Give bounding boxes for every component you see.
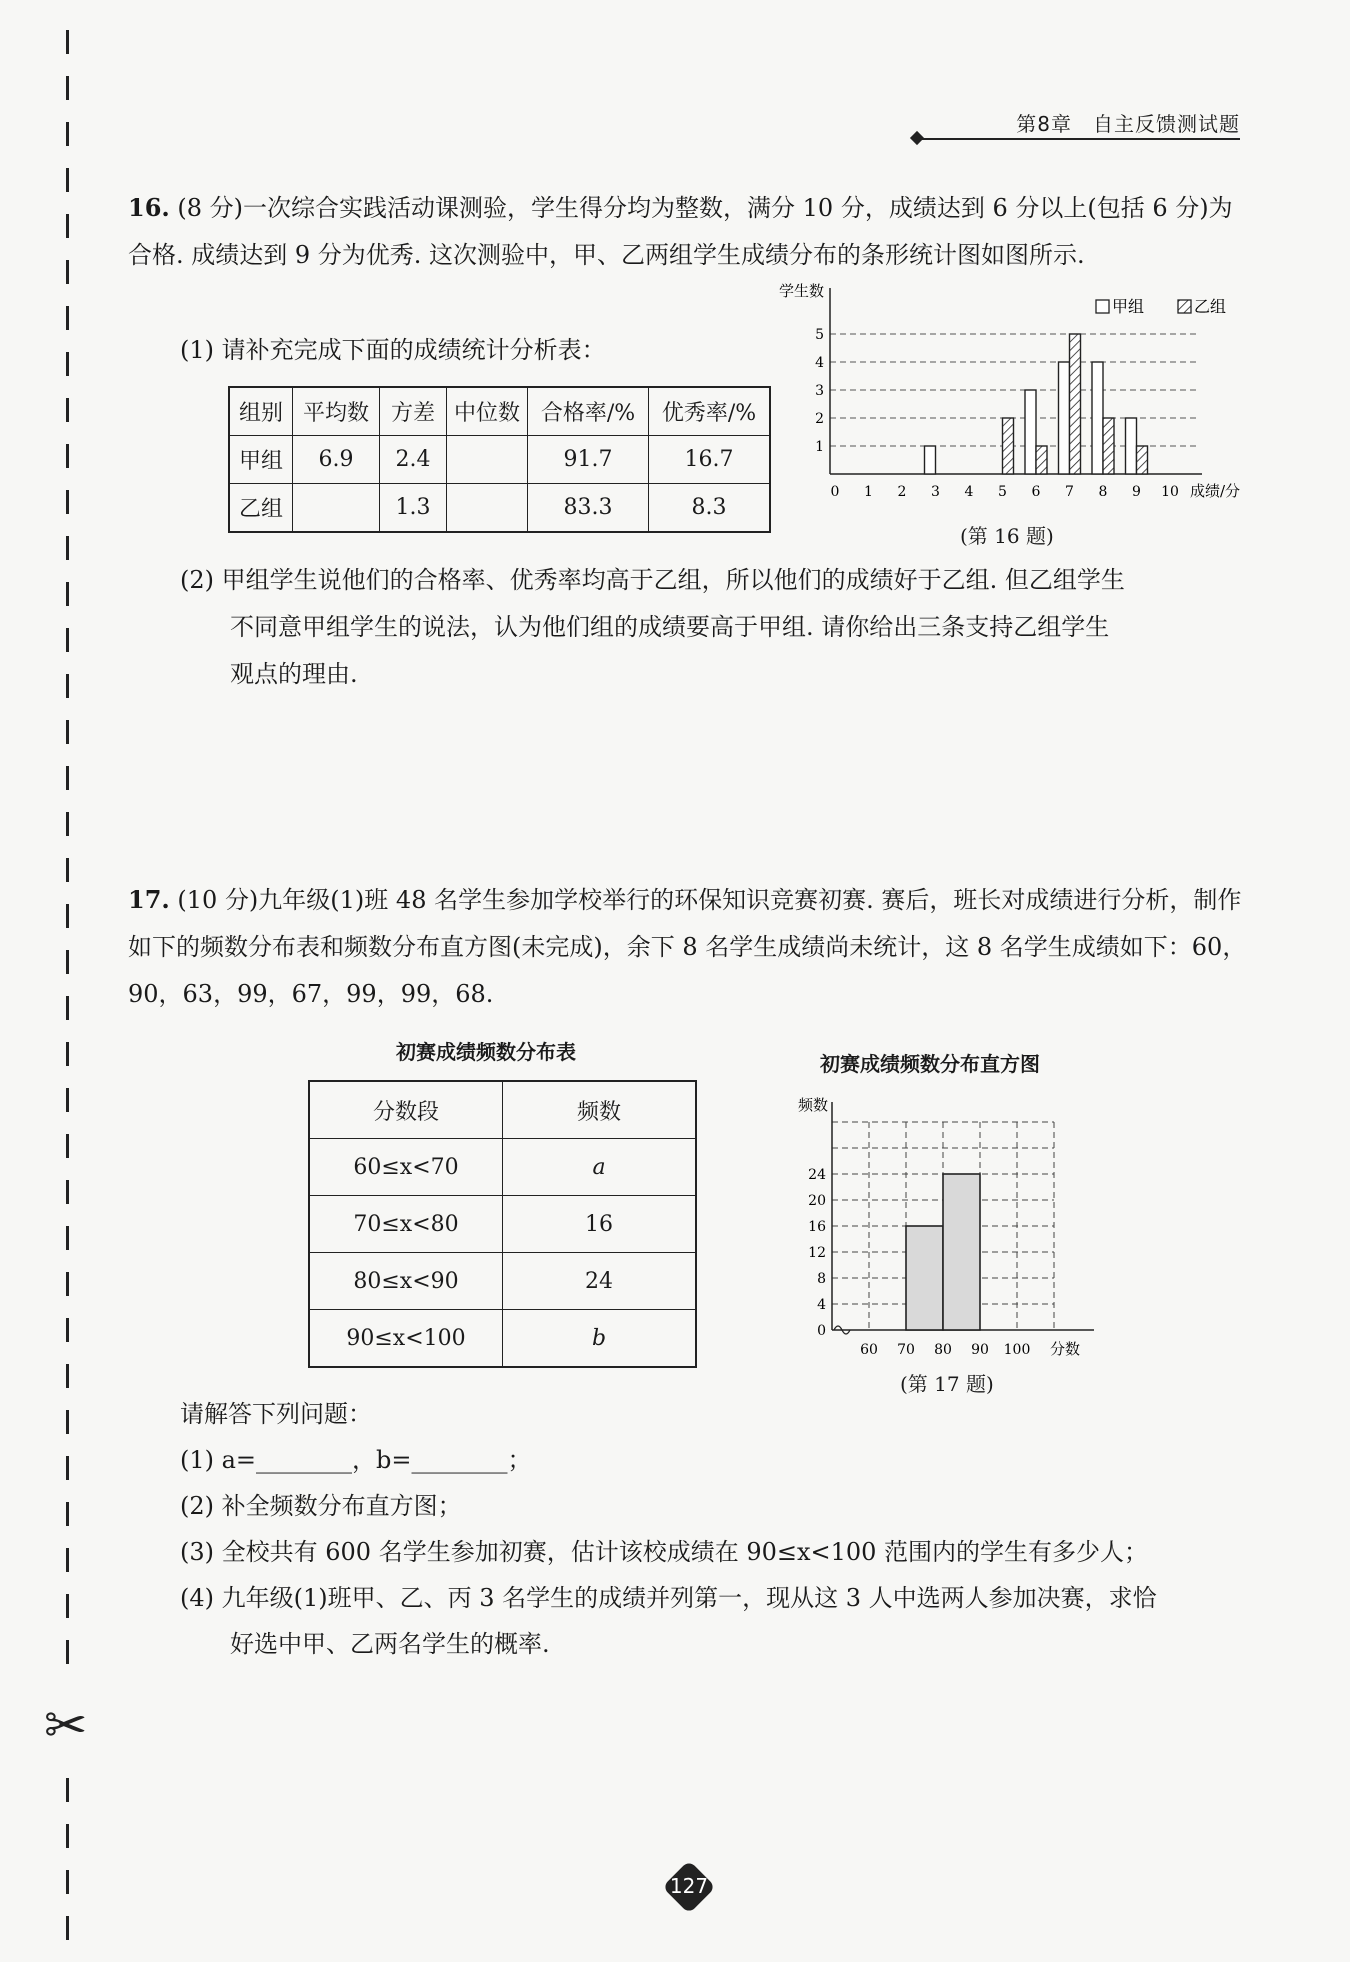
x-tick-label: 90 (971, 1342, 989, 1356)
y-axis-label: 学生数 (778, 282, 824, 300)
table-header-cell: 中位数 (447, 387, 528, 436)
cut-dash (66, 1548, 69, 1572)
cut-dash (66, 214, 69, 238)
cut-dash (66, 1410, 69, 1434)
table-header-cell: 合格率/% (528, 387, 649, 436)
table-cell: 90≤x<100 (309, 1310, 503, 1368)
cut-dash (66, 1778, 69, 1802)
bar-group-a (925, 446, 936, 474)
y-tick-label: 12 (808, 1245, 826, 1261)
table-header-row (229, 387, 770, 436)
table-row (309, 1196, 696, 1253)
x-tick-label: 10 (1161, 484, 1179, 500)
q16-number: 16. (128, 193, 170, 222)
q16-part2-line1: (2) 甲组学生说他们的合格率、优秀率均高于乙组，所以他们的成绩好于乙组. 但乙组学生 (180, 566, 1125, 594)
table-row (309, 1310, 696, 1368)
bar-group-b (1070, 334, 1081, 474)
bar-group-b (1036, 446, 1047, 474)
cut-dash (66, 1640, 69, 1664)
x-tick-label: 8 (1098, 484, 1108, 500)
chapter-header (918, 108, 1240, 138)
bar-group-a (1092, 362, 1103, 474)
cut-dash (66, 168, 69, 192)
cut-dash (66, 1824, 69, 1848)
cut-dash (66, 30, 69, 54)
cut-dash (66, 1318, 69, 1342)
table-cell: 16 (503, 1196, 697, 1253)
x-tick-label: 2 (897, 484, 907, 500)
cut-dash (66, 352, 69, 376)
q17-frequency-table (308, 1080, 697, 1368)
y-tick-label: 20 (808, 1193, 826, 1209)
table-row (309, 1253, 696, 1310)
cut-dash (66, 1456, 69, 1480)
legend-swatch-a (1096, 300, 1109, 313)
cut-dash (66, 582, 69, 606)
q17-stem (128, 876, 1248, 1018)
table-cell: 甲组 (229, 436, 293, 484)
table-cell: 16.7 (649, 436, 771, 484)
cut-dash (66, 444, 69, 468)
y-tick-label: 4 (817, 1297, 826, 1313)
q17-part2: (2) 补全频数分布直方图； (180, 1492, 462, 1520)
q16-text: (8 分)一次综合实践活动课测验，学生得分均为整数，满分 10 分，成绩达到 6 分以上(包括 6 分)为合格. 成绩达到 9 分为优秀. 这次测验中，甲、乙两组学生成绩分布的条形统计图如图所示. (128, 194, 1233, 269)
x-tick-label: 100 (1003, 1342, 1031, 1356)
table-header-row (309, 1081, 696, 1139)
cut-dash (66, 1916, 69, 1940)
x-tick-label: 7 (1065, 484, 1074, 500)
table-cell: a (503, 1139, 697, 1196)
table-cell: 24 (503, 1253, 697, 1310)
cut-dash (66, 674, 69, 698)
cut-dash (66, 1042, 69, 1066)
table-cell: b (503, 1310, 697, 1368)
bar-group-a (1059, 362, 1070, 474)
page-number (664, 1862, 714, 1912)
bar-group-a (1126, 418, 1137, 474)
y-tick-label: 16 (808, 1219, 826, 1235)
q16-stats-table (228, 386, 771, 533)
cut-dash (66, 628, 69, 652)
table-header-cell: 组别 (229, 387, 293, 436)
scissors-icon: ✂ (44, 1696, 88, 1756)
q17-histogram-title: 初赛成绩频数分布直方图 (820, 1052, 1040, 1076)
bar-group-b (1103, 418, 1114, 474)
cut-dash (66, 904, 69, 928)
cut-dash (66, 1134, 69, 1158)
x-tick-label: 0 (830, 484, 840, 500)
q17-number: 17. (128, 885, 170, 914)
cut-dash (66, 1870, 69, 1894)
cut-dash (66, 766, 69, 790)
table-cell: 8.3 (649, 484, 771, 533)
q17-histogram (780, 1086, 1120, 1356)
table-cell (447, 436, 528, 484)
x-tick-label: 70 (897, 1342, 915, 1356)
bar-group-a (1025, 390, 1036, 474)
cut-dash (66, 398, 69, 422)
table-header-cell: 平均数 (293, 387, 380, 436)
table-header-cell: 方差 (380, 387, 447, 436)
y-tick-label: 3 (815, 383, 824, 399)
histogram-bar (943, 1174, 980, 1330)
q17-caption: (第 17 题) (900, 1372, 994, 1396)
cut-dash (66, 1594, 69, 1618)
table-header-cell: 分数段 (309, 1081, 503, 1139)
q17-prompt: 请解答下列问题： (180, 1400, 372, 1428)
cut-dash (66, 720, 69, 744)
table-cell (447, 484, 528, 533)
cut-dash (66, 996, 69, 1020)
x-axis-label: 成绩/分 (1190, 482, 1241, 500)
page-number-text: 127 (669, 1874, 709, 1898)
cut-dash (66, 122, 69, 146)
cut-dash (66, 1180, 69, 1204)
q16-part1: (1) 请补充完成下面的成绩统计分析表： (180, 336, 606, 364)
y-axis-label: 频数 (797, 1096, 828, 1114)
q17-part1: (1) a=________，b=________； (180, 1446, 532, 1474)
legend-label: 甲组 (1112, 297, 1145, 316)
x-tick-label: 5 (998, 484, 1007, 500)
table-header-cell: 优秀率/% (649, 387, 771, 436)
x-tick-label: 1 (864, 484, 873, 500)
table-cell: 乙组 (229, 484, 293, 533)
q16-stem (128, 184, 1248, 279)
x-tick-label: 4 (964, 484, 974, 500)
q16-bar-chart (760, 278, 1260, 538)
table-row (309, 1139, 696, 1196)
y-tick-label: 5 (815, 327, 824, 343)
y-tick-label: 24 (808, 1167, 826, 1183)
cut-dash (66, 950, 69, 974)
x-tick-label: 9 (1132, 484, 1141, 500)
cut-dash (66, 1088, 69, 1112)
x-tick-label: 3 (931, 484, 940, 500)
table-cell: 60≤x<70 (309, 1139, 503, 1196)
q16-part2-line3: 观点的理由. (230, 660, 358, 688)
bar-group-b (1003, 418, 1014, 474)
cut-line (66, 30, 70, 1950)
table-cell: 70≤x<80 (309, 1196, 503, 1253)
cut-dash (66, 1272, 69, 1296)
x-axis-label: 分数 (1050, 1340, 1081, 1356)
cut-dash (66, 306, 69, 330)
header-rule (918, 138, 1240, 140)
legend-swatch-b (1178, 300, 1191, 313)
y-tick-label: 4 (815, 355, 824, 371)
y-tick-label: 0 (817, 1323, 826, 1339)
histogram-bar (906, 1226, 943, 1330)
table-cell: 6.9 (293, 436, 380, 484)
table-cell: 2.4 (380, 436, 447, 484)
q17-text: (10 分)九年级(1)班 48 名学生参加学校举行的环保知识竞赛初赛. 赛后，班长对成绩进行分析，制作如下的频数分布表和频数分布直方图(未完成)，余下 8 名学生成绩尚未统计，这 8 名学生成绩如下：60，90，63，99，67，99，99，68. (128, 886, 1247, 1008)
q17-table-title: 初赛成绩频数分布表 (396, 1040, 576, 1064)
q17-part4-line1: (4) 九年级(1)班甲、乙、丙 3 名学生的成绩并列第一，现从这 3 人中选两人参加决赛，求恰 (180, 1584, 1157, 1612)
cut-dash (66, 260, 69, 284)
cut-dash (66, 1226, 69, 1250)
table-cell: 91.7 (528, 436, 649, 484)
table-cell: 1.3 (380, 484, 447, 533)
table-cell (293, 484, 380, 533)
y-tick-label: 1 (815, 439, 824, 455)
q17-part3: (3) 全校共有 600 名学生参加初赛，估计该校成绩在 90≤x<100 范围内的学生有多少人； (180, 1538, 1149, 1566)
x-tick-label: 80 (934, 1342, 952, 1356)
table-cell: 80≤x<90 (309, 1253, 503, 1310)
y-tick-label: 2 (815, 411, 824, 427)
q16-part2-line2: 不同意甲组学生的说法，认为他们组的成绩要高于甲组. 请你给出三条支持乙组学生 (230, 613, 1110, 641)
chapter-title: 第8章 自主反馈测试题 (1016, 112, 1240, 136)
cut-dash (66, 490, 69, 514)
q17-part4-line2: 好选中甲、乙两名学生的概率. (230, 1630, 550, 1658)
x-tick-label: 60 (860, 1342, 878, 1356)
bar-group-b (1137, 446, 1148, 474)
table-header-cell: 频数 (503, 1081, 697, 1139)
legend-label: 乙组 (1194, 297, 1227, 316)
cut-dash (66, 1502, 69, 1526)
table-row (229, 484, 770, 533)
x-tick-label: 6 (1031, 484, 1041, 500)
cut-dash (66, 1364, 69, 1388)
cut-dash (66, 858, 69, 882)
table-row (229, 436, 770, 484)
q16-caption: (第 16 题) (960, 524, 1054, 548)
cut-dash (66, 536, 69, 560)
cut-dash (66, 76, 69, 100)
table-cell: 83.3 (528, 484, 649, 533)
y-tick-label: 8 (817, 1271, 826, 1287)
cut-dash (66, 812, 69, 836)
